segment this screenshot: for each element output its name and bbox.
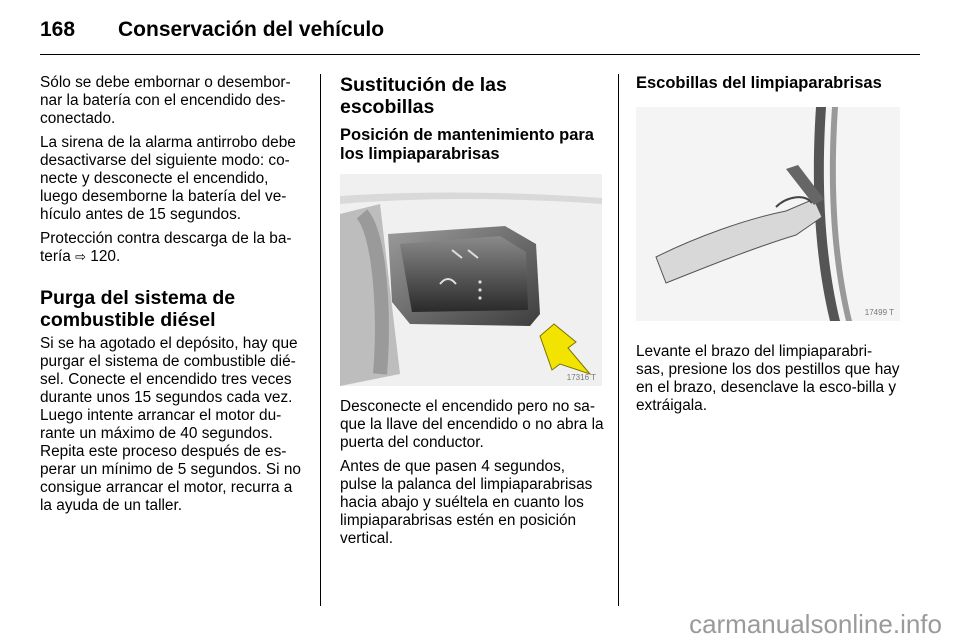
watermark: carmanualsonline.info	[689, 609, 942, 639]
page-number: 168	[40, 18, 76, 41]
heading-wiper-replacement: Sustitución de las escobillas	[340, 74, 507, 118]
figure-code: 17499 T	[864, 308, 894, 317]
column-right	[636, 74, 900, 421]
heading-diesel-purge: Purga del sistema de combustible diésel	[40, 287, 236, 331]
figure-wiper-blade	[636, 107, 900, 321]
paragraph-battery-disconnect: Sólo se debe embornar o desembor-nar la batería con el encendido des-conectado.	[40, 74, 291, 127]
figure-code: 17316 T	[566, 373, 596, 382]
heading-wiper-blades: Escobillas del limpiaparabrisas	[636, 74, 882, 92]
arrow-right-icon: ⇨	[75, 250, 86, 265]
page-reference-link[interactable]: 120.	[90, 248, 121, 265]
column-left	[40, 74, 302, 521]
page-header	[40, 14, 920, 55]
paragraph-lever-press: Antes de que pasen 4 segundos, pulse la palanca del limpiaparabrisas hacia abajo y suéltela en cuanto los limpiaparabrisas estén en posición vertical.	[340, 458, 593, 547]
wiper-blade-illustration	[636, 107, 900, 321]
wiper-lever-illustration	[340, 174, 602, 386]
paragraph-discharge-protection	[40, 230, 302, 267]
heading-maintenance-position: Posición de mantenimiento para los limpiaparabrisas	[340, 126, 594, 163]
discharge-protection-text: Protección contra descarga de la ba-tería	[40, 230, 292, 265]
paragraph-ignition-off: Desconecte el encendido pero no sa-que la llave del encendido o no abra la puerta del conductor.	[340, 398, 604, 451]
column-divider	[618, 74, 619, 606]
column-middle	[340, 74, 604, 554]
figure-wiper-lever	[340, 174, 602, 386]
paragraph-remove-blade: Levante el brazo del limpiaparabri-sas, presione los dos pestillos que hay en el brazo, desenclave la esco-billa y extráigala.	[636, 343, 900, 414]
paragraph-diesel-purge: Si se ha agotado el depósito, hay que purgar el sistema de combustible dié-sel. Conecte el encendido tres veces durante unos 15 segundos cada vez. Luego intente arrancar el motor du-rante un máximo de 40 segundos. Repita este proceso después de es-perar un mínimo de 5 segundos. Si no consigue arrancar el motor, recurra a la ayuda de un taller.	[40, 335, 301, 514]
column-divider	[320, 74, 321, 606]
paragraph-alarm-siren: La sirena de la alarma antirrobo debe desactivarse del siguiente modo: co-necte y desconecte el encendido, luego desemborne la batería del ve-hículo antes de 15 segundos.	[40, 134, 296, 223]
page-title: Conservación del vehículo	[118, 18, 385, 41]
